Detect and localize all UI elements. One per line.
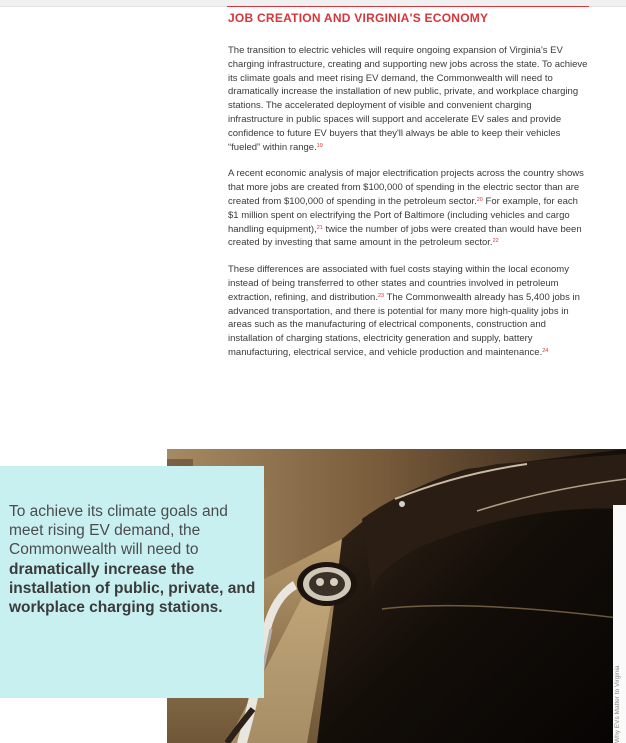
body-text (228, 44, 588, 373)
paragraph-3 (228, 263, 588, 360)
paragraph-2-text-a: A recent economic analysis of major electrification projects across the country shows that more jobs are created from $100,000 of spending in the electric sector than are created from $100,000 of spending in the petroleum sector. (228, 168, 584, 207)
pull-quote-lead: To achieve its climate goals and meet rising EV demand, the Commonwealth will need to (9, 503, 228, 559)
paragraph-3-text-b: The Commonwealth already has 5,400 jobs in advanced transportation, and there is potential for many more high-quality jobs in areas such as the manufacturing of electrical components, construction and installation of charging stations, electricity generation and supply, battery manufacturing, electrical service, and vehicle production and maintenance. (228, 291, 580, 358)
side-running-text (613, 505, 626, 743)
side-text: Why EVs Matter to Virginia (614, 665, 621, 743)
footnote-ref[interactable]: 19 (316, 142, 323, 149)
paragraph-2-text-c: twice the number of jobs were created than would have been created by investing that same amount in the petroleum sector. (228, 223, 582, 249)
heading-rule (227, 6, 589, 7)
footnote-ref[interactable]: 24 (542, 347, 549, 354)
footnote-ref[interactable]: 22 (492, 238, 499, 245)
paragraph-1 (228, 44, 588, 154)
paragraph-2-text-b: For example, for each $1 million spent on electrifying the Port of Baltimore (including vehicles and cargo handling equipment), (228, 195, 578, 235)
pull-quote-emphasis: dramatically increase the installation of public, private, and workplace charging stations. (9, 560, 256, 617)
paragraph-3-text-a: These differences are associated with fuel costs staying within the local economy instead of being transferred to other states and countries involved in petroleum extraction, refining, and distribution. (228, 264, 569, 303)
paragraph-1-text: The transition to electric vehicles will require ongoing expansion of Virginia's EV charging infrastructure, creating and supporting new jobs across the state. To achieve its climate goals and meet rising EV demand, the Commonwealth will need to dramatically increase the installation of new public, private, and workplace charging stations. The accelerated deployment of visible and convenient charging infrastructure in public spaces will support and accelerate EV sales and provide confidence to future EV buyers that they'll always be able to keep their vehicles “fueled” within range. (228, 45, 588, 153)
section-heading: JOB CREATION AND VIRGINIA'S ECONOMY (228, 11, 489, 25)
pull-quote (9, 502, 259, 617)
footnote-ref[interactable]: 23 (377, 292, 385, 299)
footnote-ref[interactable]: 21 (316, 224, 323, 231)
paragraph-2 (228, 167, 588, 250)
footnote-ref[interactable]: 20 (476, 196, 483, 203)
